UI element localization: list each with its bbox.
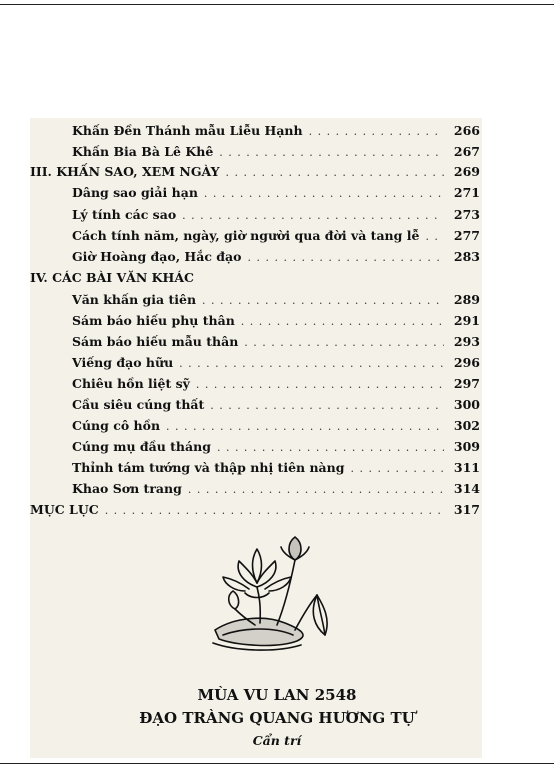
leader-dots xyxy=(202,293,444,309)
toc-entry-title: Cách tính năm, ngày, giờ người qua đời và tang lễ xyxy=(72,228,420,243)
toc-entry-page: 300 xyxy=(453,397,480,412)
toc-entry-title: Chiêu hồn liệt sỹ xyxy=(72,376,190,391)
leader-dots xyxy=(204,186,444,202)
toc-section-title: IV. CÁC BÀI VĂN KHÁC xyxy=(30,270,194,285)
toc-entry-page: 273 xyxy=(453,207,480,222)
leader-dots xyxy=(425,229,444,245)
toc-entry-page: 269 xyxy=(453,164,480,179)
toc-entry-page: 314 xyxy=(453,481,480,496)
toc-section-title: MỤC LỤC xyxy=(30,502,99,517)
leader-dots xyxy=(166,419,444,435)
toc-entry-title: Văn khấn gia tiên xyxy=(72,292,197,307)
toc-entry-page: 277 xyxy=(453,228,480,243)
toc-entry xyxy=(72,185,480,202)
toc-entry-title: Dâng sao giải hạn xyxy=(72,185,198,200)
toc-entry xyxy=(72,376,480,393)
toc-entry-title: Giờ Hoàng đạo, Hắc đạo xyxy=(72,249,242,264)
toc-entry-title: Cúng mụ đầu tháng xyxy=(72,439,211,454)
toc-entry-title: Sám báo hiếu phụ thân xyxy=(72,313,235,328)
toc-entry xyxy=(72,123,480,140)
toc-entry-title: Lý tính các sao xyxy=(72,207,177,222)
leader-dots xyxy=(188,482,444,498)
leader-dots xyxy=(182,208,444,224)
toc-section xyxy=(30,164,480,181)
toc-entry-title: Cúng cô hồn xyxy=(72,418,161,433)
footer-title-line2: ĐẠO TRÀNG QUANG HƯƠNG TỰ xyxy=(139,709,415,727)
toc-entry xyxy=(72,207,480,224)
toc-entry-title: Khao Sơn trang xyxy=(72,481,182,496)
toc-entry-title: Khấn Bia Bà Lê Khê xyxy=(72,144,214,159)
toc-entry-page: 291 xyxy=(453,313,480,328)
toc-entry-title: Cầu siêu cúng thất xyxy=(72,397,205,412)
leader-dots xyxy=(179,356,444,372)
toc-entry-title: Viếng đạo hữu xyxy=(72,355,174,370)
leader-dots xyxy=(210,398,444,414)
toc-entry-page: 293 xyxy=(453,334,480,349)
leader-dots xyxy=(217,440,444,456)
toc-section-title: III. KHẤN SAO, XEM NGÀY xyxy=(30,164,220,179)
leader-dots xyxy=(226,165,445,181)
toc-entry xyxy=(72,313,480,330)
toc-entry xyxy=(72,228,480,245)
toc-entry-title: Khấn Đền Thánh mẫu Liễu Hạnh xyxy=(72,123,303,138)
toc-section xyxy=(30,502,480,519)
toc-entry-page: 266 xyxy=(453,123,480,138)
top-rule xyxy=(0,4,554,5)
leader-dots xyxy=(244,335,444,351)
toc-entry xyxy=(72,144,480,161)
leader-dots xyxy=(219,145,444,161)
toc-entry xyxy=(72,249,480,266)
toc-entry-page: 289 xyxy=(453,292,480,307)
leader-dots xyxy=(196,377,444,393)
leader-dots xyxy=(105,503,444,519)
toc-entry xyxy=(72,418,480,435)
toc-entry xyxy=(72,460,480,477)
toc-entry-page: 302 xyxy=(453,418,480,433)
toc-entry-page: 271 xyxy=(453,185,480,200)
toc-entry-page: 296 xyxy=(453,355,480,370)
footer-signature: Cẩn trí xyxy=(252,733,302,748)
toc-entry-title: Thỉnh tám tướng và thập nhị tiên nàng xyxy=(72,460,345,475)
lotus-flower-illustration xyxy=(205,535,340,655)
toc-entry xyxy=(72,334,480,351)
toc-section xyxy=(30,270,480,287)
toc-entry xyxy=(72,292,480,309)
footer-title-line1: MÙA VU LAN 2548 xyxy=(197,686,357,704)
toc-entry-page: 317 xyxy=(453,502,480,517)
toc-entry-page: 267 xyxy=(453,144,480,159)
toc-entry-page: 283 xyxy=(453,249,480,264)
toc-entry xyxy=(72,439,480,456)
toc-entry xyxy=(72,481,480,498)
leader-dots xyxy=(309,124,444,140)
toc-entry-title: Sám báo hiếu mẫu thân xyxy=(72,334,239,349)
leader-dots xyxy=(350,461,444,477)
toc-entry-page: 297 xyxy=(453,376,480,391)
toc-entry xyxy=(72,355,480,372)
toc-entry-page: 309 xyxy=(453,439,480,454)
toc-entry xyxy=(72,397,480,414)
leader-dots xyxy=(247,250,444,266)
bottom-rule xyxy=(0,763,554,764)
leader-dots xyxy=(241,314,444,330)
toc-entry-page: 311 xyxy=(453,460,480,475)
